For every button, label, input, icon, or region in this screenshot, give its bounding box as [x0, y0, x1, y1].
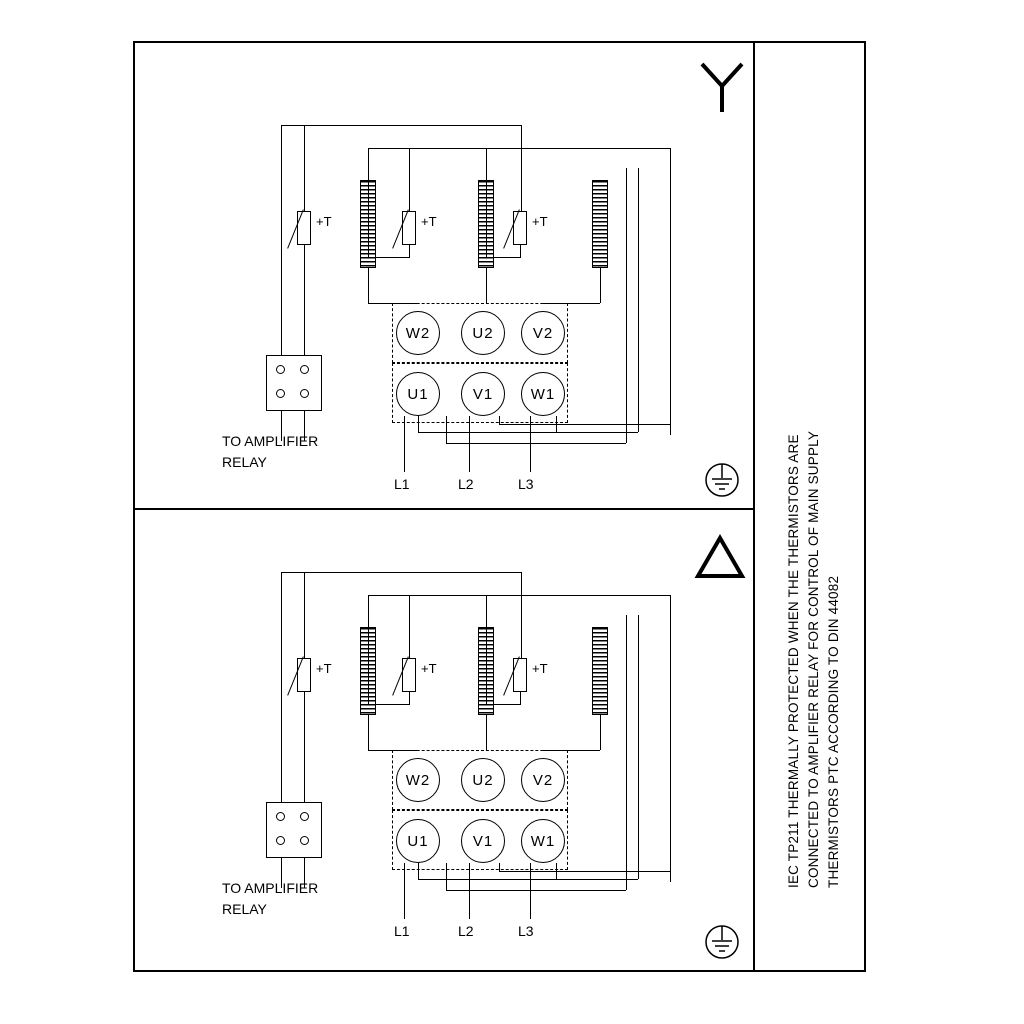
wire: [446, 890, 626, 891]
thermistor-label: +T: [532, 214, 548, 229]
wire: [486, 268, 487, 303]
winding-coil: [592, 627, 608, 715]
supply-label-l2: L2: [458, 923, 474, 939]
wire: [520, 245, 521, 257]
wire: [521, 572, 522, 658]
wire: [281, 572, 521, 573]
terminal-w1[interactable]: W1: [521, 372, 565, 416]
wire: [486, 595, 487, 705]
note-line-3: THERMISTORS PTC ACCORDING TO DIN 44082: [826, 575, 841, 888]
wire: [499, 424, 671, 425]
wire: [304, 692, 305, 802]
note-line-1: IEC TP211 THERMALLY PROTECTED WHEN THE THERMISTORS ARE: [786, 434, 801, 888]
supply-label-l1: L1: [394, 923, 410, 939]
supply-label-l2: L2: [458, 476, 474, 492]
ptc-thermistor: [513, 658, 527, 692]
wire: [409, 245, 410, 257]
wire: [368, 704, 410, 705]
wire: [486, 148, 487, 258]
wire: [409, 595, 410, 658]
wire: [638, 615, 639, 879]
earth-ground-symbol: [700, 920, 744, 964]
thermistor-label: +T: [532, 661, 548, 676]
delta-triangle-symbol: [694, 534, 746, 580]
terminal-v1[interactable]: V1: [461, 372, 505, 416]
wire: [556, 863, 557, 879]
wire: [304, 125, 305, 211]
amplifier-label-line1: TO AMPLIFIER: [222, 433, 319, 449]
wire: [486, 257, 521, 258]
wire: [499, 863, 500, 871]
wire: [600, 268, 601, 303]
wire: [368, 257, 410, 258]
thermistor-label: +T: [421, 661, 437, 676]
amplifier-connector-block: [266, 802, 322, 858]
wire: [556, 416, 557, 432]
terminal-v2[interactable]: V2: [521, 311, 565, 355]
wire: [520, 692, 521, 704]
wire: [304, 245, 305, 355]
thermistor-label: +T: [316, 214, 332, 229]
ptc-thermistor: [297, 658, 311, 692]
wire: [486, 148, 670, 149]
wire: [626, 168, 627, 443]
wire: [281, 125, 521, 126]
wire: [469, 416, 470, 472]
terminal-u1[interactable]: U1: [396, 819, 440, 863]
wire: [368, 595, 369, 704]
wire: [446, 863, 447, 890]
supply-label-l3: L3: [518, 923, 534, 939]
wire: [304, 572, 305, 658]
wire: [368, 715, 369, 750]
ptc-thermistor: [297, 211, 311, 245]
thermistor-label: +T: [421, 214, 437, 229]
terminal-u1[interactable]: U1: [396, 372, 440, 416]
wire: [543, 750, 600, 751]
wire: [446, 416, 447, 443]
wire: [281, 572, 282, 802]
ptc-thermistor: [513, 211, 527, 245]
terminal-u2[interactable]: U2: [461, 311, 505, 355]
wire: [543, 303, 600, 304]
amplifier-label-line2: RELAY: [222, 454, 267, 470]
wire: [418, 432, 638, 433]
wire: [670, 595, 671, 882]
wire: [626, 615, 627, 890]
wire: [469, 863, 470, 919]
wire: [638, 168, 639, 432]
earth-ground-symbol: [700, 458, 744, 502]
wire: [418, 416, 419, 432]
wire: [368, 268, 369, 303]
amplifier-connector-block: [266, 355, 322, 411]
wire: [368, 750, 418, 751]
wire: [418, 863, 419, 879]
wire: [486, 704, 521, 705]
ptc-thermistor: [402, 211, 416, 245]
wire: [409, 148, 410, 211]
winding-coil: [592, 180, 608, 268]
panel-divider: [133, 508, 753, 510]
note-line-2: CONNECTED TO AMPLIFIER RELAY FOR CONTROL OF MAIN SUPPLY: [806, 430, 821, 888]
terminal-v2[interactable]: V2: [521, 758, 565, 802]
wire: [404, 416, 405, 472]
amplifier-label-line2: RELAY: [222, 901, 267, 917]
supply-label-l3: L3: [518, 476, 534, 492]
wire: [670, 148, 671, 435]
terminal-w2[interactable]: W2: [396, 758, 440, 802]
terminal-w1[interactable]: W1: [521, 819, 565, 863]
wire: [486, 595, 670, 596]
supply-label-l1: L1: [394, 476, 410, 492]
wire: [281, 125, 282, 355]
terminal-u2[interactable]: U2: [461, 758, 505, 802]
thermistor-label: +T: [316, 661, 332, 676]
wire: [486, 715, 487, 750]
wire: [499, 871, 671, 872]
wire: [368, 148, 369, 257]
note-column-divider: [753, 41, 755, 972]
amplifier-label-line1: TO AMPLIFIER: [222, 880, 319, 896]
terminal-v1[interactable]: V1: [461, 819, 505, 863]
wire: [600, 715, 601, 750]
wire: [368, 303, 418, 304]
star-wye-symbol: [698, 60, 746, 116]
wire: [418, 879, 638, 880]
wire: [446, 443, 626, 444]
terminal-w2[interactable]: W2: [396, 311, 440, 355]
wire: [499, 416, 500, 424]
wire: [409, 692, 410, 704]
ptc-thermistor: [402, 658, 416, 692]
wire: [404, 863, 405, 919]
wire: [521, 125, 522, 211]
